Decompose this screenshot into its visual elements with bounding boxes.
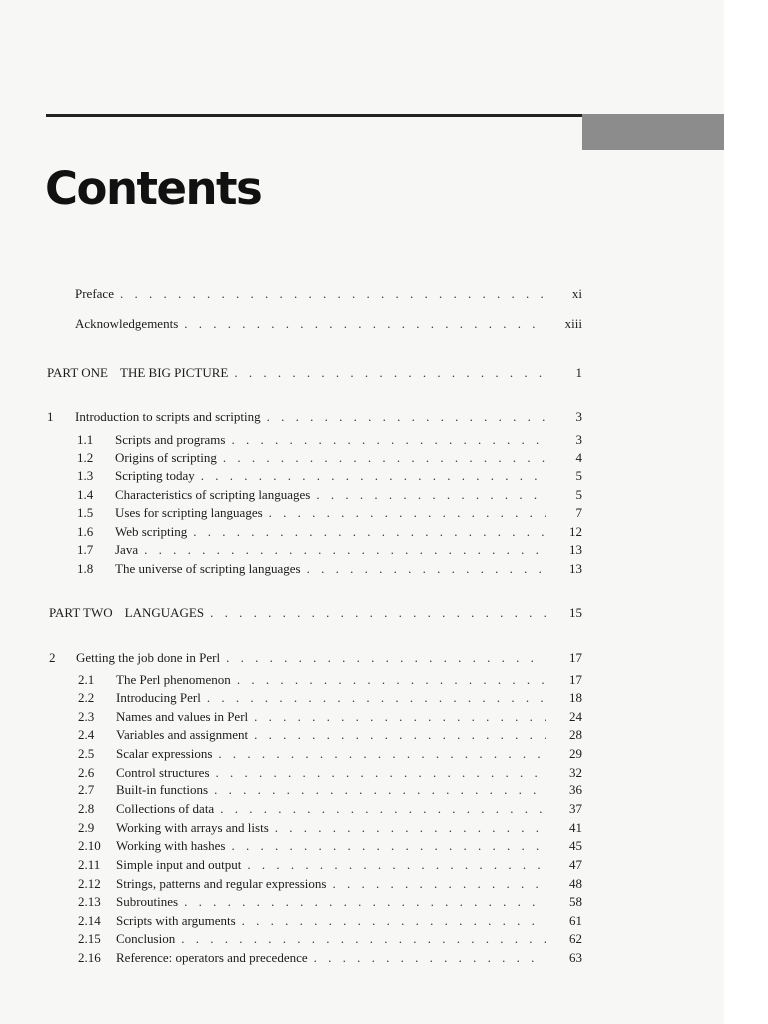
toc-section xyxy=(78,671,582,689)
section-page: 32 xyxy=(569,765,582,780)
section-title: Control structures xyxy=(116,765,210,780)
leader-dots xyxy=(254,708,546,726)
chapter-number: 2 xyxy=(49,650,56,665)
leader-dots xyxy=(226,649,546,667)
chapter-page: 3 xyxy=(575,409,582,424)
toc-section xyxy=(78,912,582,930)
section-page: 7 xyxy=(575,505,582,520)
section-title: Uses for scripting languages xyxy=(115,505,263,520)
section-title: Names and values in Perl xyxy=(116,709,249,724)
section-number: 1.5 xyxy=(77,505,94,520)
leader-dots xyxy=(247,856,546,874)
section-title: Scripts and programs xyxy=(115,432,226,447)
section-number: 1.2 xyxy=(77,450,94,465)
toc-section xyxy=(78,708,582,726)
section-page: 5 xyxy=(575,487,582,502)
section-number: 2.3 xyxy=(78,709,95,724)
section-page: 37 xyxy=(569,801,582,816)
toc-section xyxy=(77,504,582,522)
section-title: Scripts with arguments xyxy=(116,913,236,928)
toc-section xyxy=(77,431,582,449)
toc-part-one xyxy=(47,364,582,382)
section-number: 2.14 xyxy=(78,913,101,928)
section-number: 2.13 xyxy=(78,894,101,909)
section-title: Working with hashes xyxy=(116,838,226,853)
section-number: 2.12 xyxy=(78,876,101,891)
toc-entry-title: Preface xyxy=(75,286,114,301)
section-page: 58 xyxy=(569,894,582,909)
toc-section xyxy=(77,449,582,467)
section-title: Built-in functions xyxy=(116,782,209,797)
header-tab-block xyxy=(582,114,724,150)
toc-section xyxy=(78,745,582,763)
section-title: Introducing Perl xyxy=(116,690,201,705)
toc-section xyxy=(78,893,582,911)
leader-dots xyxy=(234,364,546,382)
leader-dots xyxy=(231,431,546,449)
toc-section xyxy=(77,467,582,485)
section-title: Collections of data xyxy=(116,801,215,816)
section-page: 18 xyxy=(569,690,582,705)
toc-section xyxy=(78,930,582,948)
section-page: 17 xyxy=(569,672,582,687)
leader-dots xyxy=(231,837,546,855)
part-title: LANGUAGES xyxy=(124,605,205,620)
section-title: The Perl phenomenon xyxy=(116,672,231,687)
leader-dots xyxy=(237,671,546,689)
leader-dots xyxy=(216,764,546,782)
leader-dots xyxy=(220,800,546,818)
leader-dots xyxy=(181,930,546,948)
part-page: 1 xyxy=(575,365,582,380)
section-number: 2.7 xyxy=(78,782,95,797)
part-page: 15 xyxy=(569,605,582,620)
leader-dots xyxy=(242,912,546,930)
section-number: 1.1 xyxy=(77,432,94,447)
leader-dots xyxy=(193,523,546,541)
leader-dots xyxy=(307,560,546,578)
chapter-page: 17 xyxy=(569,650,582,665)
leader-dots xyxy=(314,949,546,967)
section-number: 2.4 xyxy=(78,727,95,742)
section-page: 24 xyxy=(569,709,582,724)
section-number: 2.9 xyxy=(78,820,95,835)
toc-section xyxy=(78,726,582,744)
section-page: 28 xyxy=(569,727,582,742)
section-title: Reference: operators and precedence xyxy=(116,950,308,965)
toc-entry-page: xiii xyxy=(564,316,582,331)
section-number: 2.11 xyxy=(78,857,101,872)
section-page: 12 xyxy=(569,524,582,539)
section-page: 41 xyxy=(569,820,582,835)
section-title: Working with arrays and lists xyxy=(116,820,269,835)
section-page: 61 xyxy=(569,913,582,928)
header-rule xyxy=(46,114,582,117)
toc-entry-title: Acknowledgements xyxy=(75,316,179,331)
section-title: The universe of scripting languages xyxy=(115,561,301,576)
page-title: Contents xyxy=(45,162,262,215)
leader-dots xyxy=(254,726,546,744)
chapter-title: Getting the job done in Perl xyxy=(76,650,221,665)
section-page: 13 xyxy=(569,561,582,576)
leader-dots xyxy=(144,541,546,559)
leader-dots xyxy=(184,315,546,333)
chapter-title: Introduction to scripts and scripting xyxy=(75,409,261,424)
toc-section xyxy=(78,689,582,707)
section-page: 29 xyxy=(569,746,582,761)
section-number: 2.5 xyxy=(78,746,95,761)
leader-dots xyxy=(269,504,546,522)
leader-dots xyxy=(120,285,546,303)
leader-dots xyxy=(275,819,546,837)
leader-dots xyxy=(184,893,546,911)
toc-section xyxy=(78,837,582,855)
toc-section xyxy=(77,560,582,578)
section-number: 2.8 xyxy=(78,801,95,816)
leader-dots xyxy=(223,449,546,467)
section-title: Web scripting xyxy=(115,524,188,539)
toc-chapter-2 xyxy=(49,649,582,667)
section-number: 1.8 xyxy=(77,561,94,576)
leader-dots xyxy=(214,781,546,799)
section-number: 2.6 xyxy=(78,765,95,780)
toc-entry-acknowledgements xyxy=(75,315,582,333)
section-title: Origins of scripting xyxy=(115,450,217,465)
toc-part-two xyxy=(49,604,582,622)
section-page: 13 xyxy=(569,542,582,557)
part-label: PART TWO xyxy=(49,605,113,620)
section-number: 2.16 xyxy=(78,950,101,965)
section-number: 1.4 xyxy=(77,487,94,502)
leader-dots xyxy=(210,604,546,622)
section-page: 45 xyxy=(569,838,582,853)
toc-section xyxy=(78,856,582,874)
toc-section xyxy=(78,764,582,782)
toc-entry-page: xi xyxy=(571,286,582,301)
chapter-number: 1 xyxy=(47,409,54,424)
leader-dots xyxy=(218,745,546,763)
section-title: Strings, patterns and regular expressions xyxy=(116,876,327,891)
leader-dots xyxy=(201,467,546,485)
section-page: 62 xyxy=(569,931,582,946)
section-title: Conclusion xyxy=(116,931,176,946)
leader-dots xyxy=(267,408,546,426)
section-number: 2.15 xyxy=(78,931,101,946)
toc-section xyxy=(77,523,582,541)
section-number: 2.1 xyxy=(78,672,95,687)
section-title: Scripting today xyxy=(115,468,195,483)
toc-section xyxy=(77,486,582,504)
section-number: 2.10 xyxy=(78,838,101,853)
part-label: PART ONE xyxy=(47,365,108,380)
section-page: 63 xyxy=(569,950,582,965)
section-title: Simple input and output xyxy=(116,857,242,872)
section-number: 1.3 xyxy=(77,468,94,483)
section-title: Java xyxy=(115,542,139,557)
section-page: 5 xyxy=(575,468,582,483)
leader-dots xyxy=(332,875,546,893)
toc-section xyxy=(78,781,582,799)
section-number: 2.2 xyxy=(78,690,95,705)
leader-dots xyxy=(316,486,546,504)
toc-section xyxy=(77,541,582,559)
section-title: Subroutines xyxy=(116,894,179,909)
section-number: 1.6 xyxy=(77,524,94,539)
section-page: 4 xyxy=(575,450,582,465)
toc-section xyxy=(78,875,582,893)
section-page: 3 xyxy=(575,432,582,447)
section-number: 1.7 xyxy=(77,542,94,557)
toc-section xyxy=(78,949,582,967)
section-title: Characteristics of scripting languages xyxy=(115,487,311,502)
part-title: THE BIG PICTURE xyxy=(120,365,229,380)
toc-entry-preface xyxy=(75,285,582,303)
section-title: Variables and assignment xyxy=(116,727,249,742)
toc-section xyxy=(78,800,582,818)
toc-section xyxy=(78,819,582,837)
section-title: Scalar expressions xyxy=(116,746,213,761)
section-page: 36 xyxy=(569,782,582,797)
section-page: 47 xyxy=(569,857,582,872)
toc-chapter-1 xyxy=(47,408,582,426)
leader-dots xyxy=(207,689,546,707)
section-page: 48 xyxy=(569,876,582,891)
